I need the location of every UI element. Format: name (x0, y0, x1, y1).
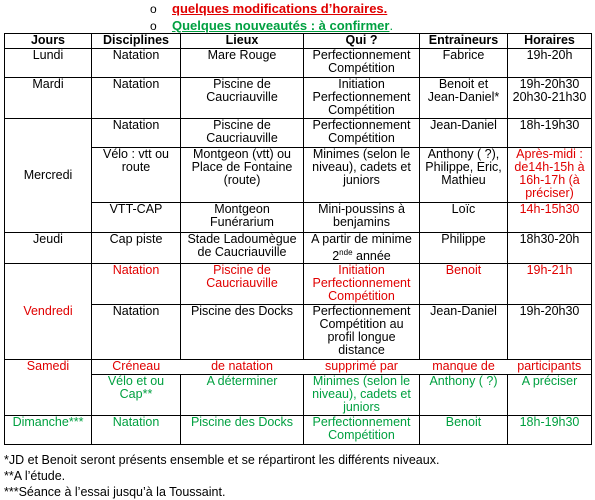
schedule-table (4, 33, 592, 445)
header-entraineurs: Entraineurs (420, 34, 508, 49)
entraineur-cell: Anthony ( ?) (420, 375, 508, 416)
horaire-cell: 18h-19h30 (508, 416, 592, 445)
qui-cell: Perfectionnement Compétition (304, 416, 420, 445)
entraineur-cell: Loïc (420, 203, 508, 233)
discipline-cell: Natation (92, 305, 181, 360)
lieu-cell: Mare Rouge (181, 49, 304, 78)
qui-year-superscript: nde (339, 248, 353, 257)
horaire-cell: Après-midi : de14h-15h à 16h-17h (à préciser) (508, 148, 592, 203)
day-cell: Jeudi (5, 233, 92, 264)
qui-main-text: A partir de minime (311, 232, 412, 246)
horaire-cell: 19h-20h (508, 49, 592, 78)
table-row-vendredi-docks (5, 305, 592, 360)
lieu-cell: Stade Ladoumègue de Caucriauville (181, 233, 304, 264)
horaire-cell: 19h-20h30 (508, 305, 592, 360)
header-lieux: Lieux (181, 34, 304, 49)
qui-cell: Mini-poussins à benjamins (304, 203, 420, 233)
discipline-cell: Natation (92, 119, 181, 148)
entraineur-cell: manque de (420, 360, 508, 375)
horaire-cell: A préciser (508, 375, 592, 416)
day-cell: Vendredi (5, 264, 92, 360)
entraineur-cell: Jean-Daniel (420, 305, 508, 360)
lieu-cell: Piscine des Docks (181, 416, 304, 445)
footnote-jd-benoit: *JD et Benoit seront présents ensemble et se répartiront les différents niveaux. (4, 453, 440, 467)
lieu-cell: Piscine de Caucriauville (181, 119, 304, 148)
table-row-samedi-creneau (5, 360, 592, 375)
footnote-etude: **A l’étude. (4, 469, 66, 483)
bullet-item-nouveautes (150, 17, 393, 34)
lieu-cell: Piscine des Docks (181, 305, 304, 360)
day-cell: Lundi (5, 49, 92, 78)
day-cell: Mardi (5, 78, 92, 119)
qui-cell (304, 233, 420, 264)
qui-cell: Initiation Perfectionnement Compétition (304, 78, 420, 119)
table-row-mercredi-natation (5, 119, 592, 148)
header-jours: Jours (5, 34, 92, 49)
discipline-cell: Vélo : vtt ou route (92, 148, 181, 203)
bullet-text: quelques modifications d’horaires. (172, 1, 388, 16)
footnote-toussaint: ***Séance à l’essai jusqu’à la Toussaint. (4, 485, 226, 499)
table-row-mardi (5, 78, 592, 119)
horaire-cell: 18h-19h30 (508, 119, 592, 148)
horaire-cell: 14h-15h30 (508, 203, 592, 233)
footnotes (4, 452, 594, 500)
table-row-dimanche (5, 416, 592, 445)
bullet-circle-icon: o (150, 19, 157, 33)
qui-cell: Initiation Perfectionnement Compétition (304, 264, 420, 305)
qui-year-number: 2 (332, 249, 340, 264)
horaire-cell: 18h30-20h (508, 233, 592, 264)
table-header-row (5, 34, 592, 49)
table-row-jeudi (5, 233, 592, 264)
header-qui: Qui ? (304, 34, 420, 49)
table-row-lundi (5, 49, 592, 78)
bullet-text: Quelques nouveautés : à confirmer (172, 18, 390, 33)
qui-cell: Perfectionnement Compétition au profil longue distance (304, 305, 420, 360)
entraineur-cell: Philippe (420, 233, 508, 264)
day-cell: Samedi (5, 360, 92, 416)
qui-year-suffix: année (352, 249, 391, 264)
entraineur-cell: Jean-Daniel (420, 119, 508, 148)
bullet-circle-icon: o (150, 2, 157, 16)
discipline-cell: Natation (92, 416, 181, 445)
horaire-cell: 19h-20h30 20h30-21h30 (508, 78, 592, 119)
entraineur-cell: Benoit (420, 264, 508, 305)
lieu-cell: de natation (181, 360, 304, 375)
day-cell: Mercredi (5, 119, 92, 233)
entraineur-cell: Benoit (420, 416, 508, 445)
header-disciplines: Disciplines (92, 34, 181, 49)
entraineur-cell: Fabrice (420, 49, 508, 78)
discipline-cell: Natation (92, 49, 181, 78)
lieu-cell: A déterminer (181, 375, 304, 416)
table-row-mercredi-vttcap (5, 203, 592, 233)
bullet-list (0, 0, 595, 34)
qui-cell: Minimes (selon le niveau), cadets et juniors (304, 375, 420, 416)
qui-cell: Minimes (selon le niveau), cadets et juniors (304, 148, 420, 203)
qui-cell: Perfectionnement Compétition (304, 119, 420, 148)
discipline-cell: Cap piste (92, 233, 181, 264)
discipline-cell: Vélo et ou Cap** (92, 375, 181, 416)
day-cell: Dimanche*** (5, 416, 92, 445)
bullet-text-period: . (389, 18, 394, 33)
lieu-cell: Montgeon Funérarium (181, 203, 304, 233)
lieu-cell: Piscine de Caucriauville (181, 264, 304, 305)
table-row-samedi-velo (5, 375, 592, 416)
discipline-cell: Natation (92, 264, 181, 305)
entraineur-cell: Benoit et Jean-Daniel* (420, 78, 508, 119)
table-row-vendredi-caucriauville (5, 264, 592, 305)
header-horaires: Horaires (508, 34, 592, 49)
entraineur-cell: Anthony ( ?), Philippe, Eric, Mathieu (420, 148, 508, 203)
discipline-cell: Créneau (92, 360, 181, 375)
qui-cell: Perfectionnement Compétition (304, 49, 420, 78)
bullet-item-modifications (150, 0, 387, 17)
horaire-cell: participants (508, 360, 592, 375)
table-row-mercredi-velo (5, 148, 592, 203)
lieu-cell: Piscine de Caucriauville (181, 78, 304, 119)
discipline-cell: VTT-CAP (92, 203, 181, 233)
discipline-cell: Natation (92, 78, 181, 119)
qui-cell: supprimé par (304, 360, 420, 375)
horaire-cell: 19h-21h (508, 264, 592, 305)
lieu-cell: Montgeon (vtt) ou Place de Fontaine (route) (181, 148, 304, 203)
